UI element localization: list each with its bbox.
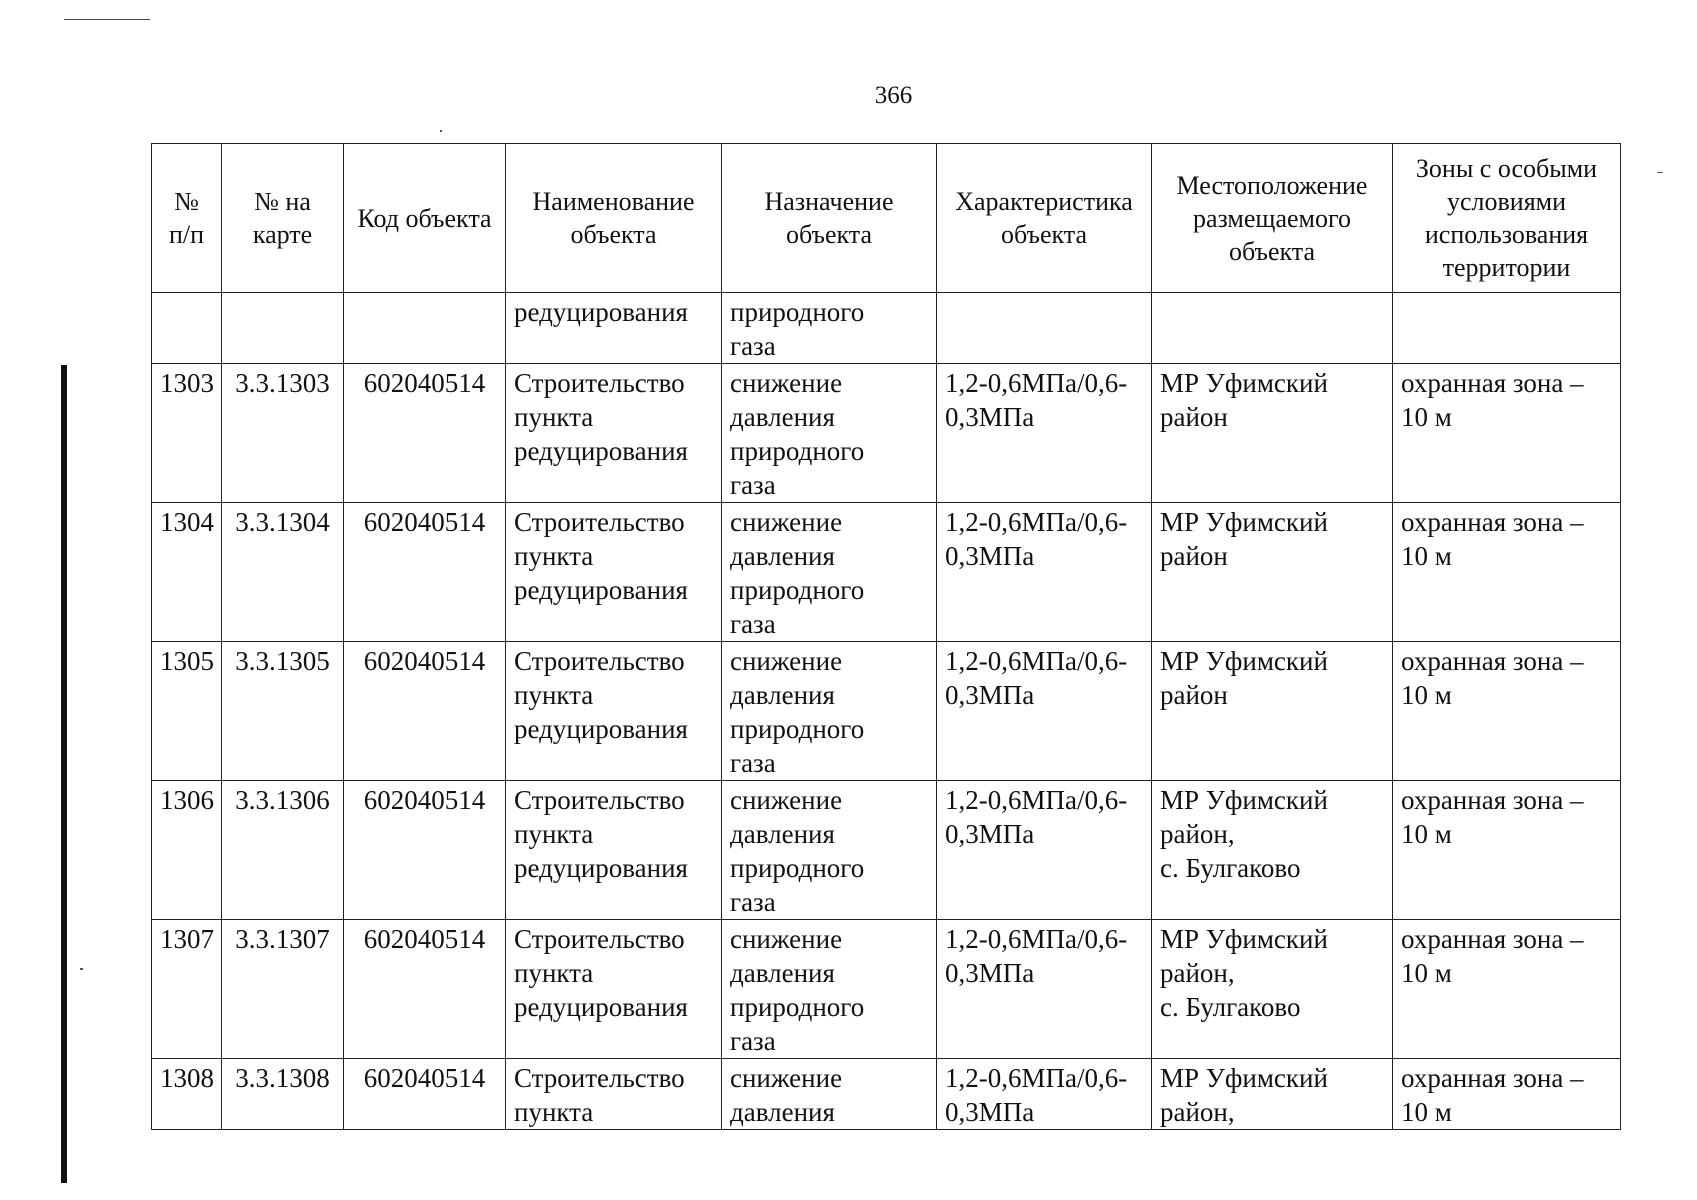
header-object-purpose-line: объекта — [785, 220, 873, 249]
cell-map-num: 3.3.1303 — [222, 364, 344, 503]
cell-spec — [937, 364, 1152, 503]
header-map-num-line: № на — [254, 187, 311, 216]
cell-purpose-line: природного — [730, 575, 865, 605]
table-header — [152, 144, 1621, 293]
cell-name-line: редуцирования — [514, 853, 688, 883]
header-object-spec-line: объекта — [1000, 220, 1088, 249]
cell-purpose-line: газа — [730, 609, 776, 639]
cell-code: 602040514 — [344, 642, 506, 781]
cell-name-line: редуцирования — [514, 714, 688, 744]
cell-name-line: пункта — [514, 958, 594, 988]
cell-purpose — [722, 364, 937, 503]
cell-map-num: 3.3.1304 — [222, 503, 344, 642]
header-object-location-line: размещаемого — [1192, 203, 1351, 233]
cell-name-line: редуцирования — [514, 575, 688, 605]
cell-name-line: пункта — [514, 680, 594, 710]
cell-zone — [1393, 1059, 1621, 1130]
cell-name-line: редуцирования — [514, 436, 688, 466]
cell-map-num: 3.3.1307 — [222, 920, 344, 1059]
cell-purpose-line: природного — [730, 297, 865, 327]
cell-location-line: район, — [1160, 1097, 1235, 1127]
cell-zone-line: 10 м — [1401, 819, 1452, 849]
cell-purpose-line: давления — [730, 402, 835, 432]
cell-spec-line: 1,2-0,6МПа/0,6- — [945, 507, 1128, 537]
header-object-spec — [937, 144, 1152, 293]
cell-location-line: МР Уфимский — [1160, 368, 1328, 398]
cell-location-line: район — [1160, 541, 1228, 571]
cell-purpose — [722, 1059, 937, 1130]
cell-num: 1305 — [152, 642, 222, 781]
header-special-zones-line: использования — [1424, 220, 1589, 249]
cell-zone — [1393, 781, 1621, 920]
cell-code: 602040514 — [344, 781, 506, 920]
cell-map-num: 3.3.1308 — [222, 1059, 344, 1130]
cell-zone-line: 10 м — [1401, 402, 1452, 432]
cell-num: 1303 — [152, 364, 222, 503]
cell-name-line: пункта — [514, 1097, 594, 1127]
header-object-name-line: объекта — [570, 220, 657, 249]
cell-spec-line: 0,3МПа — [945, 402, 1035, 432]
header-special-zones-line: Зоны с особыми — [1415, 154, 1598, 183]
scan-speck — [1657, 172, 1663, 173]
header-object-name-line: Наименование — [532, 187, 695, 216]
header-num-line: № — [174, 187, 199, 216]
cell-spec — [937, 781, 1152, 920]
header-special-zones-line: территории — [1442, 253, 1571, 282]
cell-purpose-line: давления — [730, 680, 835, 710]
header-object-spec-line: Характеристика — [955, 187, 1133, 216]
header-object-code-line: Код объекта — [357, 203, 492, 233]
cell-spec — [937, 920, 1152, 1059]
cell-location-line: район — [1160, 402, 1228, 432]
cell-purpose-line: снижение — [730, 368, 843, 398]
cell-name-line: Строительство — [514, 1063, 685, 1093]
cell-purpose-line: газа — [730, 748, 776, 778]
cell-name-line: пункта — [514, 402, 594, 432]
cell-purpose-line: природного — [730, 992, 865, 1022]
cell-name-line: Строительство — [514, 785, 685, 815]
cell-spec — [937, 1059, 1152, 1130]
table-row — [152, 920, 1621, 1059]
header-special-zones — [1393, 144, 1621, 293]
cell-zone-line: 10 м — [1401, 958, 1452, 988]
header-object-location-line: объекта — [1228, 236, 1316, 266]
cell-code: 602040514 — [344, 1059, 506, 1130]
header-num — [152, 144, 222, 293]
cell-code: 602040514 — [344, 920, 506, 1059]
header-object-code — [344, 144, 506, 293]
cell-purpose-line: давления — [730, 958, 835, 988]
header-object-purpose-line: Назначение — [764, 187, 894, 216]
scan-speck — [440, 130, 442, 132]
header-map-num — [222, 144, 344, 293]
cell-purpose-line: природного — [730, 436, 865, 466]
cell-location-line: МР Уфимский — [1160, 924, 1328, 954]
cell-map-num: 3.3.1305 — [222, 642, 344, 781]
cell-spec — [937, 503, 1152, 642]
cell-zone-line: 10 м — [1401, 1097, 1452, 1127]
header-object-location-line: Местоположение — [1176, 170, 1368, 200]
cell-name — [506, 920, 722, 1059]
cell-purpose-line: газа — [730, 1026, 776, 1056]
table-row — [152, 364, 1621, 503]
cell-spec — [937, 293, 1152, 364]
cell-location — [1152, 642, 1393, 781]
cell-location-line: МР Уфимский — [1160, 1063, 1328, 1093]
cell-spec-line: 1,2-0,6МПа/0,6- — [945, 1063, 1128, 1093]
cell-spec-line: 1,2-0,6МПа/0,6- — [945, 646, 1128, 676]
cell-purpose-line: природного — [730, 714, 865, 744]
cell-spec-line: 0,3МПа — [945, 1097, 1035, 1127]
cell-code: 602040514 — [344, 503, 506, 642]
header-object-location — [1152, 144, 1393, 293]
cell-location-line: МР Уфимский — [1160, 646, 1328, 676]
cell-location — [1152, 1059, 1393, 1130]
cell-spec-line: 1,2-0,6МПа/0,6- — [945, 924, 1128, 954]
cell-name — [506, 293, 722, 364]
cell-zone-line: охранная зона – — [1401, 924, 1584, 954]
cell-map-num: 3.3.1306 — [222, 781, 344, 920]
cell-purpose — [722, 781, 937, 920]
cell-location — [1152, 364, 1393, 503]
cell-zone-line: охранная зона – — [1401, 507, 1584, 537]
table-row-continuation — [152, 293, 1621, 364]
cell-spec-line: 1,2-0,6МПа/0,6- — [945, 785, 1128, 815]
cell-zone — [1393, 364, 1621, 503]
cell-purpose — [722, 503, 937, 642]
cell-num: 1306 — [152, 781, 222, 920]
cell-location — [1152, 503, 1393, 642]
cell-purpose-line: снижение — [730, 1063, 843, 1093]
cell-purpose-line: газа — [730, 887, 776, 917]
cell-spec-line: 0,3МПа — [945, 819, 1035, 849]
cell-spec-line: 0,3МПа — [945, 680, 1035, 710]
cell-spec-line: 0,3МПа — [945, 541, 1035, 571]
cell-name-line: Строительство — [514, 924, 685, 954]
cell-purpose-line: снижение — [730, 785, 843, 815]
cell-location-line: с. Булгаково — [1160, 853, 1301, 883]
table-row — [152, 503, 1621, 642]
cell-name — [506, 364, 722, 503]
cell-name-line: Строительство — [514, 368, 685, 398]
table-row — [152, 781, 1621, 920]
table-row — [152, 642, 1621, 781]
page-number: 366 — [874, 82, 913, 109]
cell-location-line: МР Уфимский — [1160, 507, 1328, 537]
cell-purpose — [722, 920, 937, 1059]
cell-map-num — [222, 293, 344, 364]
cell-spec — [937, 642, 1152, 781]
table-body — [152, 293, 1621, 1130]
scan-speck — [80, 968, 83, 970]
cell-purpose-line: снижение — [730, 507, 843, 537]
cell-name-line: редуцирования — [514, 297, 688, 327]
cell-location-line: район, — [1160, 819, 1235, 849]
cell-purpose-line: снижение — [730, 924, 843, 954]
cell-purpose-line: давления — [730, 541, 835, 571]
cell-purpose-line: давления — [730, 819, 835, 849]
cell-name-line: Строительство — [514, 646, 685, 676]
top-rule — [64, 19, 150, 20]
cell-location-line: МР Уфимский — [1160, 785, 1328, 815]
cell-num: 1308 — [152, 1059, 222, 1130]
cell-zone — [1393, 293, 1621, 364]
cell-zone-line: охранная зона – — [1401, 1063, 1584, 1093]
cell-zone-line: охранная зона – — [1401, 785, 1584, 815]
cell-code: 602040514 — [344, 364, 506, 503]
header-num-line: п/п — [168, 220, 205, 249]
cell-zone-line: 10 м — [1401, 680, 1452, 710]
header-row — [152, 144, 1621, 293]
scan-edge-bar — [61, 365, 67, 1183]
cell-num — [152, 293, 222, 364]
cell-purpose-line: природного — [730, 853, 865, 883]
cell-location-line: район — [1160, 680, 1228, 710]
cell-name — [506, 781, 722, 920]
header-map-num-line: карте — [252, 220, 313, 249]
cell-purpose-line: давления — [730, 1097, 835, 1127]
cell-purpose — [722, 293, 937, 364]
cell-location — [1152, 920, 1393, 1059]
cell-name-line: редуцирования — [514, 992, 688, 1022]
cell-purpose-line: снижение — [730, 646, 843, 676]
cell-name-line: пункта — [514, 819, 594, 849]
header-object-purpose — [722, 144, 937, 293]
cell-location-line: район, — [1160, 958, 1235, 988]
cell-zone — [1393, 920, 1621, 1059]
cell-name-line: Строительство — [514, 507, 685, 537]
cell-spec-line: 0,3МПа — [945, 958, 1035, 988]
cell-zone-line: охранная зона – — [1401, 368, 1584, 398]
cell-zone-line: 10 м — [1401, 541, 1452, 571]
cell-location — [1152, 293, 1393, 364]
cell-purpose-line: газа — [730, 470, 776, 500]
cell-purpose-line: газа — [730, 331, 776, 361]
cell-zone — [1393, 642, 1621, 781]
cell-num: 1307 — [152, 920, 222, 1059]
cell-location-line: с. Булгаково — [1160, 992, 1301, 1022]
cell-name — [506, 1059, 722, 1130]
cell-spec-line: 1,2-0,6МПа/0,6- — [945, 368, 1128, 398]
cell-location — [1152, 781, 1393, 920]
cell-zone — [1393, 503, 1621, 642]
header-object-name — [506, 144, 722, 293]
cell-num: 1304 — [152, 503, 222, 642]
table-row — [152, 1059, 1621, 1130]
cell-name-line: пункта — [514, 541, 594, 571]
header-special-zones-line: условиями — [1446, 187, 1567, 216]
cell-name — [506, 642, 722, 781]
cell-zone-line: охранная зона – — [1401, 646, 1584, 676]
register-table — [151, 143, 1621, 1130]
cell-code — [344, 293, 506, 364]
cell-name — [506, 503, 722, 642]
cell-purpose — [722, 642, 937, 781]
